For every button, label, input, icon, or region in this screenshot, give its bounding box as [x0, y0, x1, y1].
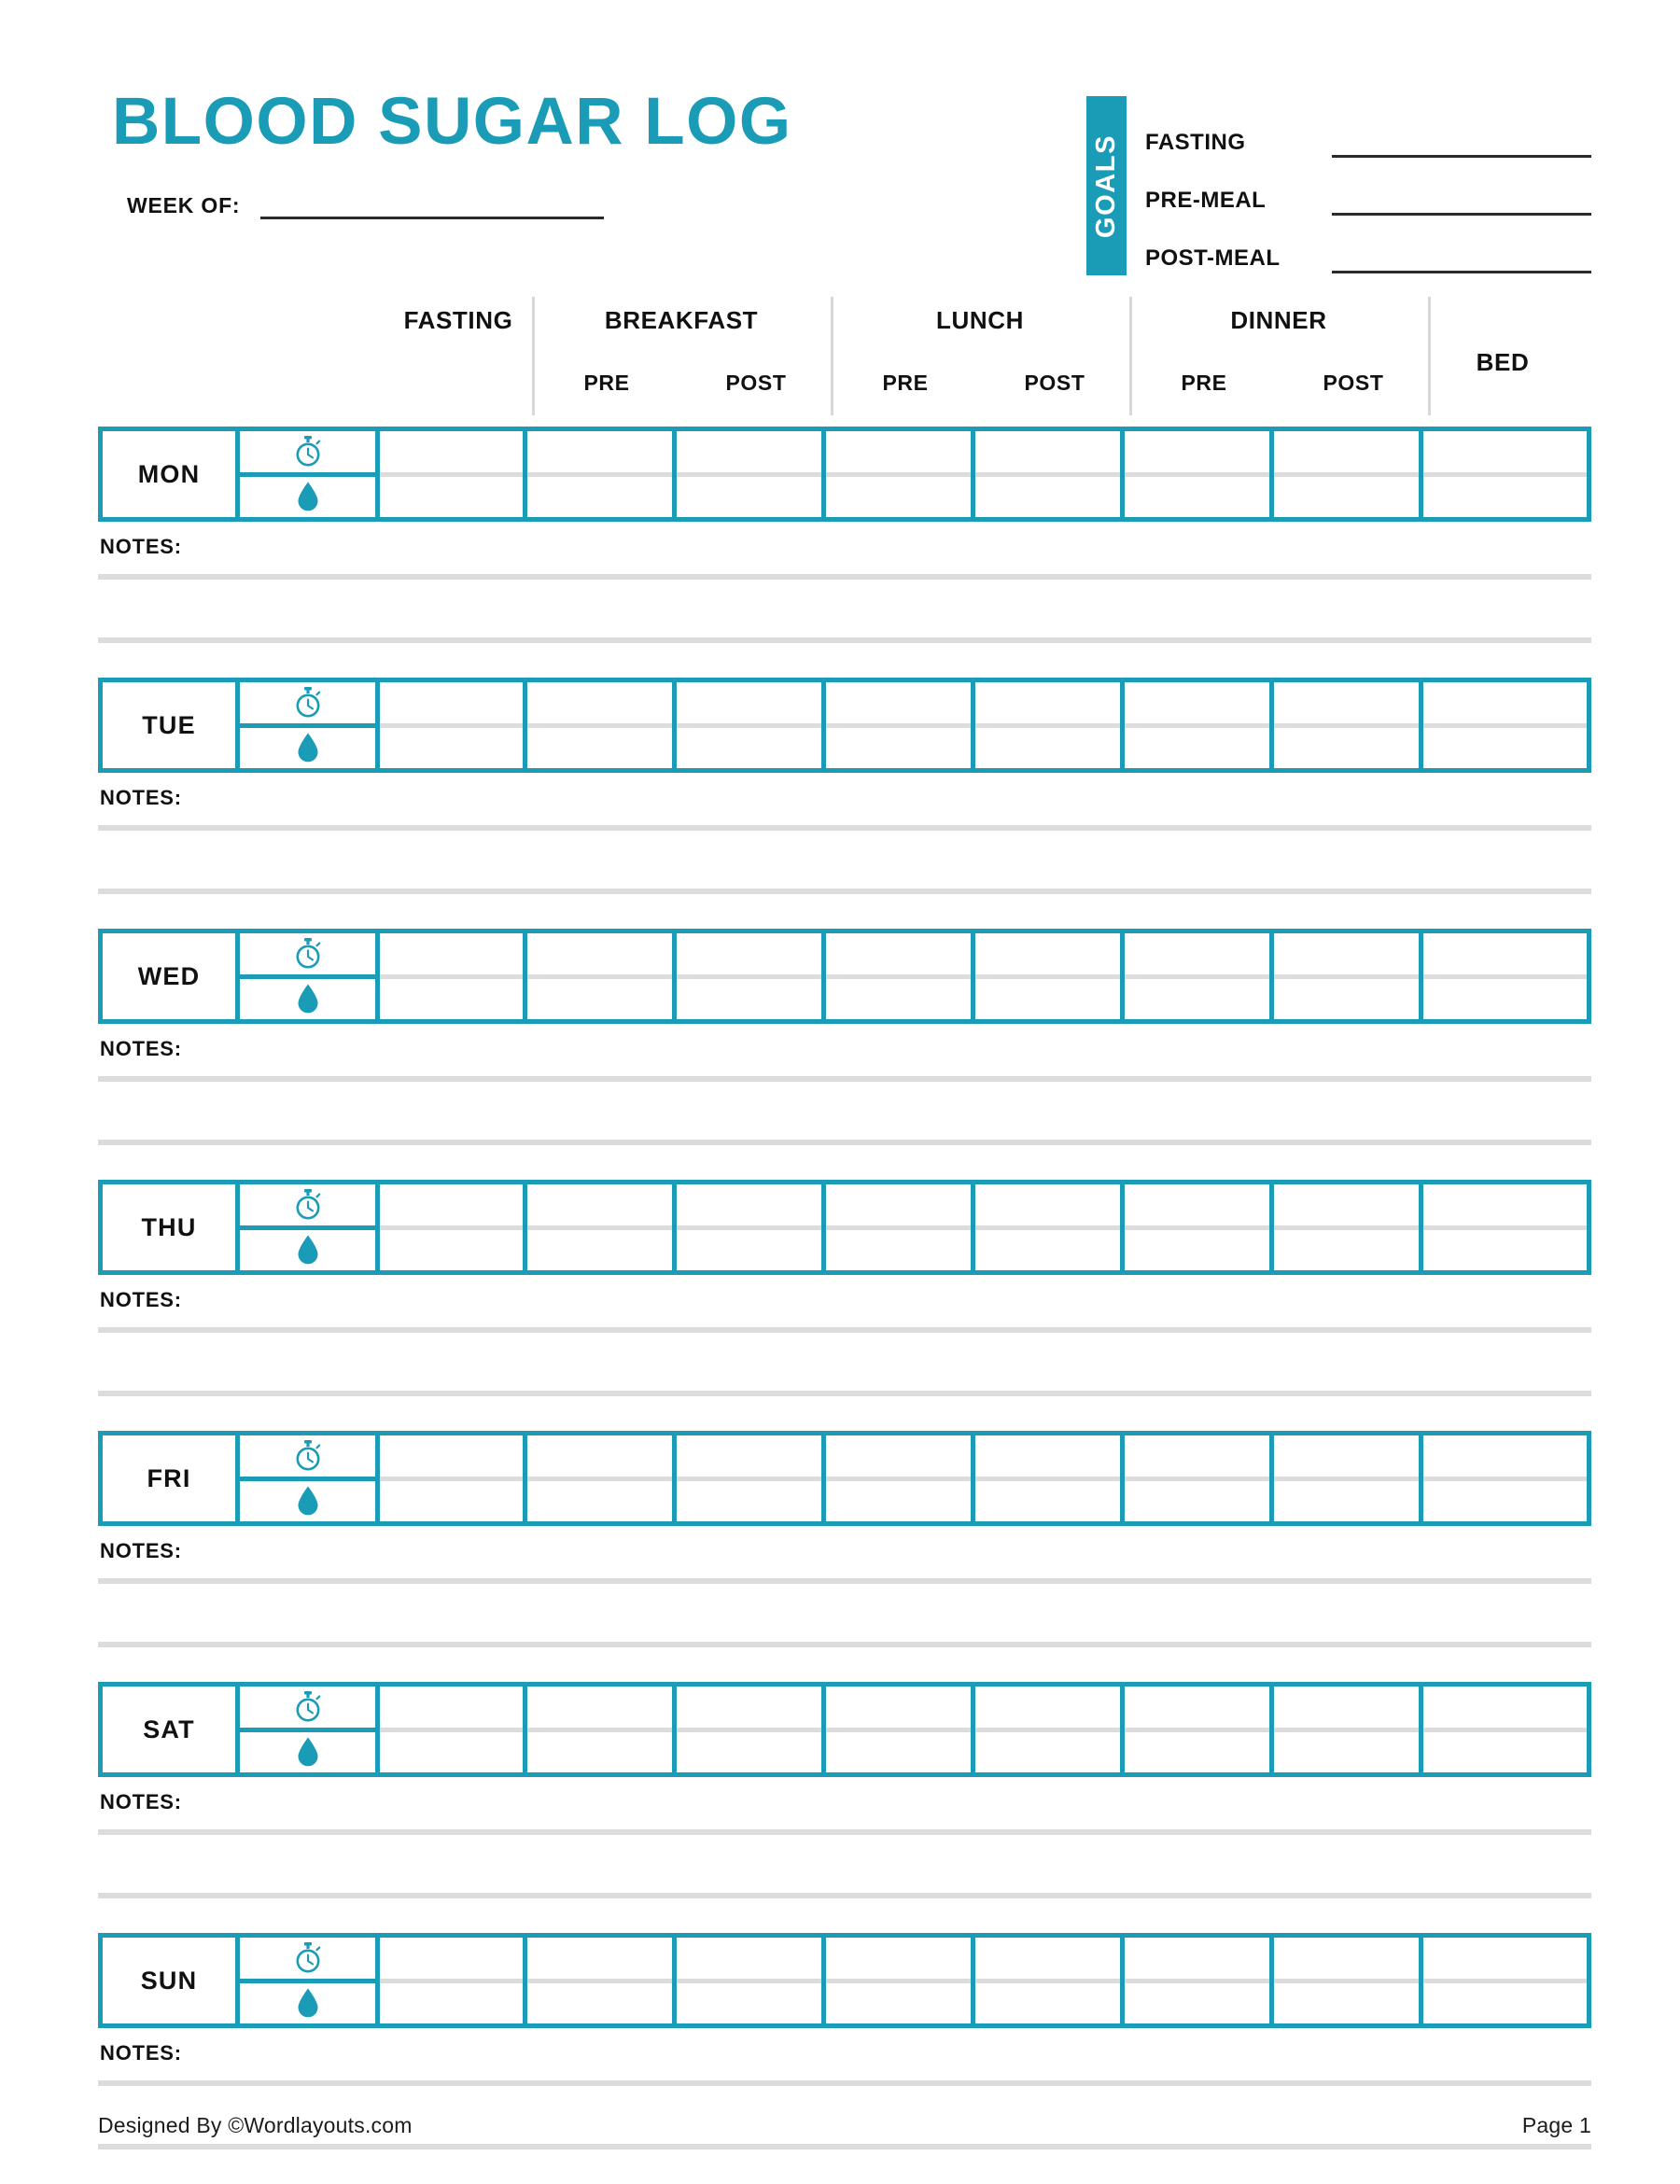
cell-reading-breakfast-post[interactable] — [677, 979, 821, 1020]
block-spacer — [98, 2149, 1591, 2184]
day-label-sun: SUN — [103, 1938, 240, 2023]
day-label-wed: WED — [103, 933, 240, 1019]
day-block-thu — [98, 1180, 1591, 1431]
colgroup-title-breakfast: BREAKFAST — [604, 305, 759, 334]
cell-group-lunch-post — [975, 933, 1125, 1019]
block-spacer — [98, 643, 1591, 678]
cell-reading-breakfast-pre[interactable] — [527, 1983, 672, 2024]
notes-section-mon — [98, 522, 1591, 643]
blood-drop-icon — [240, 1732, 375, 1773]
table-row — [98, 929, 1591, 1024]
cell-time-dinner-pre[interactable] — [1125, 933, 1269, 979]
cell-time-fasting[interactable] — [380, 1687, 523, 1732]
cell-reading-fasting[interactable] — [380, 477, 523, 518]
table-row — [98, 1933, 1591, 2028]
cell-reading-breakfast-post[interactable] — [677, 1732, 821, 1773]
cell-time-breakfast-post[interactable] — [677, 1184, 821, 1230]
cell-time-lunch-pre[interactable] — [826, 431, 971, 477]
cell-group-breakfast-post — [677, 682, 826, 768]
table-row — [98, 1682, 1591, 1777]
cell-reading-lunch-post[interactable] — [975, 1230, 1120, 1271]
cell-reading-dinner-post[interactable] — [1274, 1230, 1419, 1271]
cell-time-lunch-pre[interactable] — [826, 1687, 971, 1732]
day-block-sat — [98, 1682, 1591, 1933]
colgroup-sub-lunch-pre: PRE — [882, 371, 929, 395]
row-data-cells — [380, 682, 1587, 768]
cell-reading-lunch-pre[interactable] — [826, 728, 971, 769]
cell-reading-lunch-pre[interactable] — [826, 1983, 971, 2024]
cell-reading-lunch-post[interactable] — [975, 979, 1120, 1020]
cell-group-breakfast-post — [677, 1938, 826, 2023]
stopwatch-icon — [240, 431, 375, 477]
cell-time-fasting[interactable] — [380, 431, 523, 477]
cell-reading-breakfast-pre[interactable] — [527, 1481, 672, 1522]
table-column-headers — [98, 289, 1591, 415]
cell-reading-dinner-post[interactable] — [1274, 477, 1419, 518]
cell-group-fasting — [380, 682, 527, 768]
cell-reading-breakfast-pre[interactable] — [527, 477, 672, 518]
notes-line-1[interactable] — [98, 825, 1591, 831]
notes-line-1[interactable] — [98, 574, 1591, 580]
day-block-sun — [98, 1933, 1591, 2184]
day-block-tue — [98, 678, 1591, 929]
cell-reading-dinner-pre[interactable] — [1125, 1481, 1269, 1522]
colgroup-sub-breakfast-pre: PRE — [583, 371, 630, 395]
day-label-fri: FRI — [103, 1435, 240, 1521]
cell-reading-dinner-post[interactable] — [1274, 728, 1419, 769]
day-label-tue: TUE — [103, 682, 240, 768]
stopwatch-icon — [240, 1938, 375, 1983]
cell-time-lunch-post[interactable] — [975, 431, 1120, 477]
cell-time-breakfast-post[interactable] — [677, 1938, 821, 1983]
row-data-cells — [380, 1435, 1587, 1521]
cell-reading-bed[interactable] — [1423, 979, 1587, 1020]
cell-time-lunch-pre[interactable] — [826, 1435, 971, 1481]
cell-time-breakfast-pre[interactable] — [527, 1938, 672, 1983]
block-spacer — [98, 1145, 1591, 1180]
cell-time-lunch-pre[interactable] — [826, 682, 971, 728]
day-label-thu: THU — [103, 1184, 240, 1270]
notes-line-1[interactable] — [98, 1829, 1591, 1835]
colgroup-breakfast — [532, 289, 831, 415]
notes-line-1[interactable] — [98, 2080, 1591, 2086]
title-block — [112, 85, 792, 219]
cell-time-fasting[interactable] — [380, 1184, 523, 1230]
notes-line-1[interactable] — [98, 1076, 1591, 1082]
cell-time-lunch-post[interactable] — [975, 933, 1120, 979]
cell-group-breakfast-pre — [527, 1435, 677, 1521]
row-icon-column — [240, 1687, 380, 1772]
goal-label-post-meal: POST-MEAL — [1145, 245, 1281, 271]
cell-reading-fasting[interactable] — [380, 1732, 523, 1773]
cell-time-breakfast-post[interactable] — [677, 682, 821, 728]
cell-group-dinner-post — [1274, 1184, 1423, 1270]
block-spacer — [98, 1396, 1591, 1431]
page-header — [0, 0, 1680, 289]
cell-reading-breakfast-post[interactable] — [677, 1983, 821, 2024]
cell-reading-breakfast-pre[interactable] — [527, 728, 672, 769]
colgroup-title-dinner: DINNER — [1230, 305, 1327, 334]
cell-time-breakfast-pre[interactable] — [527, 933, 672, 979]
table-row — [98, 1431, 1591, 1526]
colgroup-title-bed: BED — [1476, 348, 1530, 376]
cell-reading-breakfast-post[interactable] — [677, 1230, 821, 1271]
colgroup-bed — [1428, 289, 1577, 415]
footer-page-number: Page 1 — [1521, 2113, 1591, 2137]
notes-section-tue — [98, 773, 1591, 894]
cell-time-breakfast-post[interactable] — [677, 1435, 821, 1481]
cell-group-lunch-post — [975, 1687, 1125, 1772]
cell-time-lunch-post[interactable] — [975, 1687, 1120, 1732]
page-title: BLOOD SUGAR LOG — [112, 85, 792, 159]
block-spacer — [98, 1647, 1591, 1682]
goal-label-pre-meal: PRE-MEAL — [1145, 188, 1267, 213]
cell-time-dinner-post[interactable] — [1274, 431, 1419, 477]
stopwatch-icon — [240, 682, 375, 728]
row-icon-column — [240, 682, 380, 768]
day-block-wed — [98, 929, 1591, 1180]
week-of-row — [112, 195, 792, 219]
cell-group-breakfast-pre — [527, 1938, 677, 2023]
cell-time-fasting[interactable] — [380, 1435, 523, 1481]
row-data-cells — [380, 1938, 1587, 2023]
notes-label: NOTES: — [100, 1037, 182, 1060]
notes-section-thu — [98, 1275, 1591, 1396]
cell-group-lunch-pre — [826, 1687, 975, 1772]
cell-group-breakfast-pre — [527, 1184, 677, 1270]
goal-input-post-meal[interactable] — [1332, 271, 1591, 273]
cell-group-bed — [1423, 431, 1587, 517]
cell-group-lunch-post — [975, 1435, 1125, 1521]
cell-time-bed[interactable] — [1423, 1435, 1587, 1481]
notes-label: NOTES: — [100, 535, 182, 558]
cell-time-breakfast-pre[interactable] — [527, 1184, 672, 1230]
cell-time-bed[interactable] — [1423, 933, 1587, 979]
notes-label: NOTES: — [100, 1539, 182, 1562]
cell-reading-lunch-pre[interactable] — [826, 979, 971, 1020]
cell-group-dinner-post — [1274, 1938, 1423, 2023]
cell-group-lunch-post — [975, 431, 1125, 517]
log-table — [0, 289, 1680, 2184]
cell-reading-lunch-pre[interactable] — [826, 1481, 971, 1522]
notes-line-1[interactable] — [98, 1327, 1591, 1333]
day-block-mon — [98, 427, 1591, 678]
row-icon-column — [240, 933, 380, 1019]
goal-row-fasting — [1145, 100, 1591, 158]
cell-group-dinner-pre — [1125, 682, 1274, 768]
cell-reading-lunch-post[interactable] — [975, 728, 1120, 769]
cell-group-breakfast-pre — [527, 1687, 677, 1772]
cell-time-bed[interactable] — [1423, 682, 1587, 728]
cell-time-dinner-pre[interactable] — [1125, 682, 1269, 728]
stopwatch-icon — [240, 1184, 375, 1230]
cell-reading-dinner-post[interactable] — [1274, 1481, 1419, 1522]
day-label-mon: MON — [103, 431, 240, 517]
cell-reading-bed[interactable] — [1423, 1983, 1587, 2024]
cell-time-dinner-pre[interactable] — [1125, 1687, 1269, 1732]
stopwatch-icon — [240, 1435, 375, 1481]
cell-group-bed — [1423, 1435, 1587, 1521]
blood-drop-icon — [240, 728, 375, 769]
cell-group-breakfast-post — [677, 933, 826, 1019]
cell-time-lunch-post[interactable] — [975, 1938, 1120, 1983]
notes-section-wed — [98, 1024, 1591, 1145]
cell-reading-breakfast-post[interactable] — [677, 477, 821, 518]
goal-label-fasting: FASTING — [1145, 130, 1246, 155]
cell-time-breakfast-pre[interactable] — [527, 682, 672, 728]
notes-label: NOTES: — [100, 2041, 182, 2065]
cell-group-breakfast-post — [677, 431, 826, 517]
cell-reading-breakfast-pre[interactable] — [527, 979, 672, 1020]
notes-section-sat — [98, 1777, 1591, 1898]
colgroup-title-lunch: LUNCH — [936, 305, 1024, 334]
cell-reading-breakfast-pre[interactable] — [527, 1732, 672, 1773]
cell-time-dinner-post[interactable] — [1274, 933, 1419, 979]
day-blocks — [98, 427, 1591, 2184]
row-icon-column — [240, 1938, 380, 2023]
cell-group-lunch-pre — [826, 1184, 975, 1270]
cell-time-bed[interactable] — [1423, 1687, 1587, 1732]
colgroup-lunch — [831, 289, 1129, 415]
table-row — [98, 427, 1591, 522]
week-of-label: WEEK OF: — [127, 193, 241, 218]
colhead-icon-spacer — [240, 289, 385, 415]
cell-time-dinner-post[interactable] — [1274, 1435, 1419, 1481]
row-data-cells — [380, 431, 1587, 517]
cell-time-breakfast-post[interactable] — [677, 431, 821, 477]
goal-row-post-meal — [1145, 216, 1591, 273]
cell-group-bed — [1423, 1938, 1587, 2023]
cell-time-bed[interactable] — [1423, 431, 1587, 477]
cell-reading-fasting[interactable] — [380, 1983, 523, 2024]
cell-reading-fasting[interactable] — [380, 979, 523, 1020]
cell-reading-breakfast-post[interactable] — [677, 1481, 821, 1522]
cell-group-breakfast-post — [677, 1184, 826, 1270]
cell-group-lunch-pre — [826, 431, 975, 517]
cell-reading-lunch-pre[interactable] — [826, 1732, 971, 1773]
notes-line-1[interactable] — [98, 1578, 1591, 1584]
goal-row-pre-meal — [1145, 158, 1591, 216]
week-of-input[interactable] — [260, 217, 604, 219]
cell-time-dinner-post[interactable] — [1274, 1938, 1419, 1983]
colhead-day-spacer — [98, 289, 240, 415]
cell-reading-fasting[interactable] — [380, 728, 523, 769]
cell-reading-fasting[interactable] — [380, 1481, 523, 1522]
cell-reading-dinner-pre[interactable] — [1125, 979, 1269, 1020]
cell-time-dinner-pre[interactable] — [1125, 1435, 1269, 1481]
cell-group-dinner-pre — [1125, 1687, 1274, 1772]
cell-time-dinner-pre[interactable] — [1125, 1184, 1269, 1230]
blood-drop-icon — [240, 1481, 375, 1522]
cell-group-breakfast-pre — [527, 933, 677, 1019]
cell-reading-lunch-post[interactable] — [975, 477, 1120, 518]
cell-reading-bed[interactable] — [1423, 1732, 1587, 1773]
notes-label: NOTES: — [100, 1288, 182, 1311]
cell-time-lunch-pre[interactable] — [826, 933, 971, 979]
cell-time-breakfast-post[interactable] — [677, 1687, 821, 1732]
colgroup-sub-dinner-post: POST — [1323, 371, 1384, 395]
cell-group-dinner-pre — [1125, 1435, 1274, 1521]
block-spacer — [98, 1898, 1591, 1933]
stopwatch-icon — [240, 1687, 375, 1732]
cell-group-fasting — [380, 1435, 527, 1521]
cell-reading-dinner-pre[interactable] — [1125, 1983, 1269, 2024]
cell-group-lunch-pre — [826, 1435, 975, 1521]
cell-reading-dinner-post[interactable] — [1274, 1983, 1419, 2024]
cell-time-lunch-post[interactable] — [975, 1184, 1120, 1230]
cell-reading-dinner-post[interactable] — [1274, 979, 1419, 1020]
goals-box — [1086, 96, 1591, 275]
cell-reading-lunch-post[interactable] — [975, 1481, 1120, 1522]
cell-group-dinner-post — [1274, 431, 1423, 517]
cell-group-breakfast-post — [677, 1687, 826, 1772]
cell-reading-fasting[interactable] — [380, 1230, 523, 1271]
cell-reading-bed[interactable] — [1423, 1230, 1587, 1271]
notes-label: NOTES: — [100, 786, 182, 809]
cell-group-lunch-pre — [826, 933, 975, 1019]
cell-time-dinner-post[interactable] — [1274, 682, 1419, 728]
cell-group-dinner-post — [1274, 1687, 1423, 1772]
colgroup-fasting — [385, 289, 532, 415]
day-label-sat: SAT — [103, 1687, 240, 1772]
block-spacer — [98, 894, 1591, 929]
cell-reading-dinner-pre[interactable] — [1125, 477, 1269, 518]
cell-reading-dinner-pre[interactable] — [1125, 1732, 1269, 1773]
cell-reading-breakfast-post[interactable] — [677, 728, 821, 769]
row-icon-column — [240, 1184, 380, 1270]
table-row — [98, 1180, 1591, 1275]
cell-group-lunch-pre — [826, 1938, 975, 2023]
cell-group-dinner-pre — [1125, 1184, 1274, 1270]
cell-reading-breakfast-pre[interactable] — [527, 1230, 672, 1271]
cell-reading-lunch-pre[interactable] — [826, 477, 971, 518]
cell-group-bed — [1423, 1184, 1587, 1270]
cell-time-breakfast-pre[interactable] — [527, 1435, 672, 1481]
cell-group-fasting — [380, 1938, 527, 2023]
cell-group-dinner-pre — [1125, 1938, 1274, 2023]
cell-time-bed[interactable] — [1423, 1184, 1587, 1230]
goals-rows — [1145, 96, 1591, 275]
cell-group-fasting — [380, 431, 527, 517]
cell-time-breakfast-pre[interactable] — [527, 431, 672, 477]
cell-reading-dinner-post[interactable] — [1274, 1732, 1419, 1773]
notes-section-fri — [98, 1526, 1591, 1647]
cell-time-lunch-pre[interactable] — [826, 1938, 971, 1983]
row-icon-column — [240, 1435, 380, 1521]
cell-group-lunch-pre — [826, 682, 975, 768]
cell-time-dinner-post[interactable] — [1274, 1687, 1419, 1732]
cell-group-breakfast-post — [677, 1435, 826, 1521]
cell-group-dinner-pre — [1125, 933, 1274, 1019]
cell-time-fasting[interactable] — [380, 933, 523, 979]
cell-reading-lunch-post[interactable] — [975, 1983, 1120, 2024]
day-block-fri — [98, 1431, 1591, 1682]
cell-time-lunch-pre[interactable] — [826, 1184, 971, 1230]
cell-time-fasting[interactable] — [380, 682, 523, 728]
cell-time-bed[interactable] — [1423, 1938, 1587, 1983]
colgroup-dinner — [1129, 289, 1428, 415]
cell-group-breakfast-pre — [527, 431, 677, 517]
cell-reading-dinner-pre[interactable] — [1125, 1230, 1269, 1271]
cell-time-breakfast-post[interactable] — [677, 933, 821, 979]
cell-group-breakfast-pre — [527, 682, 677, 768]
cell-reading-lunch-pre[interactable] — [826, 1230, 971, 1271]
blood-drop-icon — [240, 1983, 375, 2024]
cell-group-bed — [1423, 933, 1587, 1019]
cell-group-bed — [1423, 682, 1587, 768]
cell-reading-lunch-post[interactable] — [975, 1732, 1120, 1773]
cell-group-dinner-post — [1274, 933, 1423, 1019]
notes-label: NOTES: — [100, 1790, 182, 1813]
page-footer — [98, 2113, 1591, 2138]
cell-time-lunch-post[interactable] — [975, 682, 1120, 728]
cell-reading-dinner-pre[interactable] — [1125, 728, 1269, 769]
row-icon-column — [240, 431, 380, 517]
cell-time-lunch-post[interactable] — [975, 1435, 1120, 1481]
cell-group-fasting — [380, 1184, 527, 1270]
cell-time-dinner-pre[interactable] — [1125, 1938, 1269, 1983]
cell-time-breakfast-pre[interactable] — [527, 1687, 672, 1732]
blood-drop-icon — [240, 1230, 375, 1271]
cell-group-dinner-post — [1274, 1435, 1423, 1521]
colgroup-title-fasting: FASTING — [403, 305, 513, 334]
goals-tab — [1086, 96, 1127, 275]
row-data-cells — [380, 1184, 1587, 1270]
cell-time-dinner-pre[interactable] — [1125, 431, 1269, 477]
goals-tab-label: GOALS — [1091, 133, 1121, 238]
cell-group-fasting — [380, 933, 527, 1019]
footer-credit: Designed By ©Wordlayouts.com — [98, 2113, 413, 2137]
stopwatch-icon — [240, 933, 375, 979]
cell-reading-bed[interactable] — [1423, 1481, 1587, 1522]
cell-reading-bed[interactable] — [1423, 477, 1587, 518]
colgroup-sub-breakfast-post: POST — [725, 371, 787, 395]
cell-group-lunch-post — [975, 1938, 1125, 2023]
table-row — [98, 678, 1591, 773]
colgroup-sub-lunch-post: POST — [1024, 371, 1085, 395]
colgroup-sub-dinner-pre: PRE — [1181, 371, 1227, 395]
cell-group-lunch-post — [975, 682, 1125, 768]
blood-drop-icon — [240, 477, 375, 518]
cell-reading-bed[interactable] — [1423, 728, 1587, 769]
cell-group-fasting — [380, 1687, 527, 1772]
blood-drop-icon — [240, 979, 375, 1020]
cell-time-fasting[interactable] — [380, 1938, 523, 1983]
cell-group-lunch-post — [975, 1184, 1125, 1270]
cell-group-dinner-pre — [1125, 431, 1274, 517]
cell-time-dinner-post[interactable] — [1274, 1184, 1419, 1230]
row-data-cells — [380, 933, 1587, 1019]
cell-group-bed — [1423, 1687, 1587, 1772]
cell-group-dinner-post — [1274, 682, 1423, 768]
row-data-cells — [380, 1687, 1587, 1772]
